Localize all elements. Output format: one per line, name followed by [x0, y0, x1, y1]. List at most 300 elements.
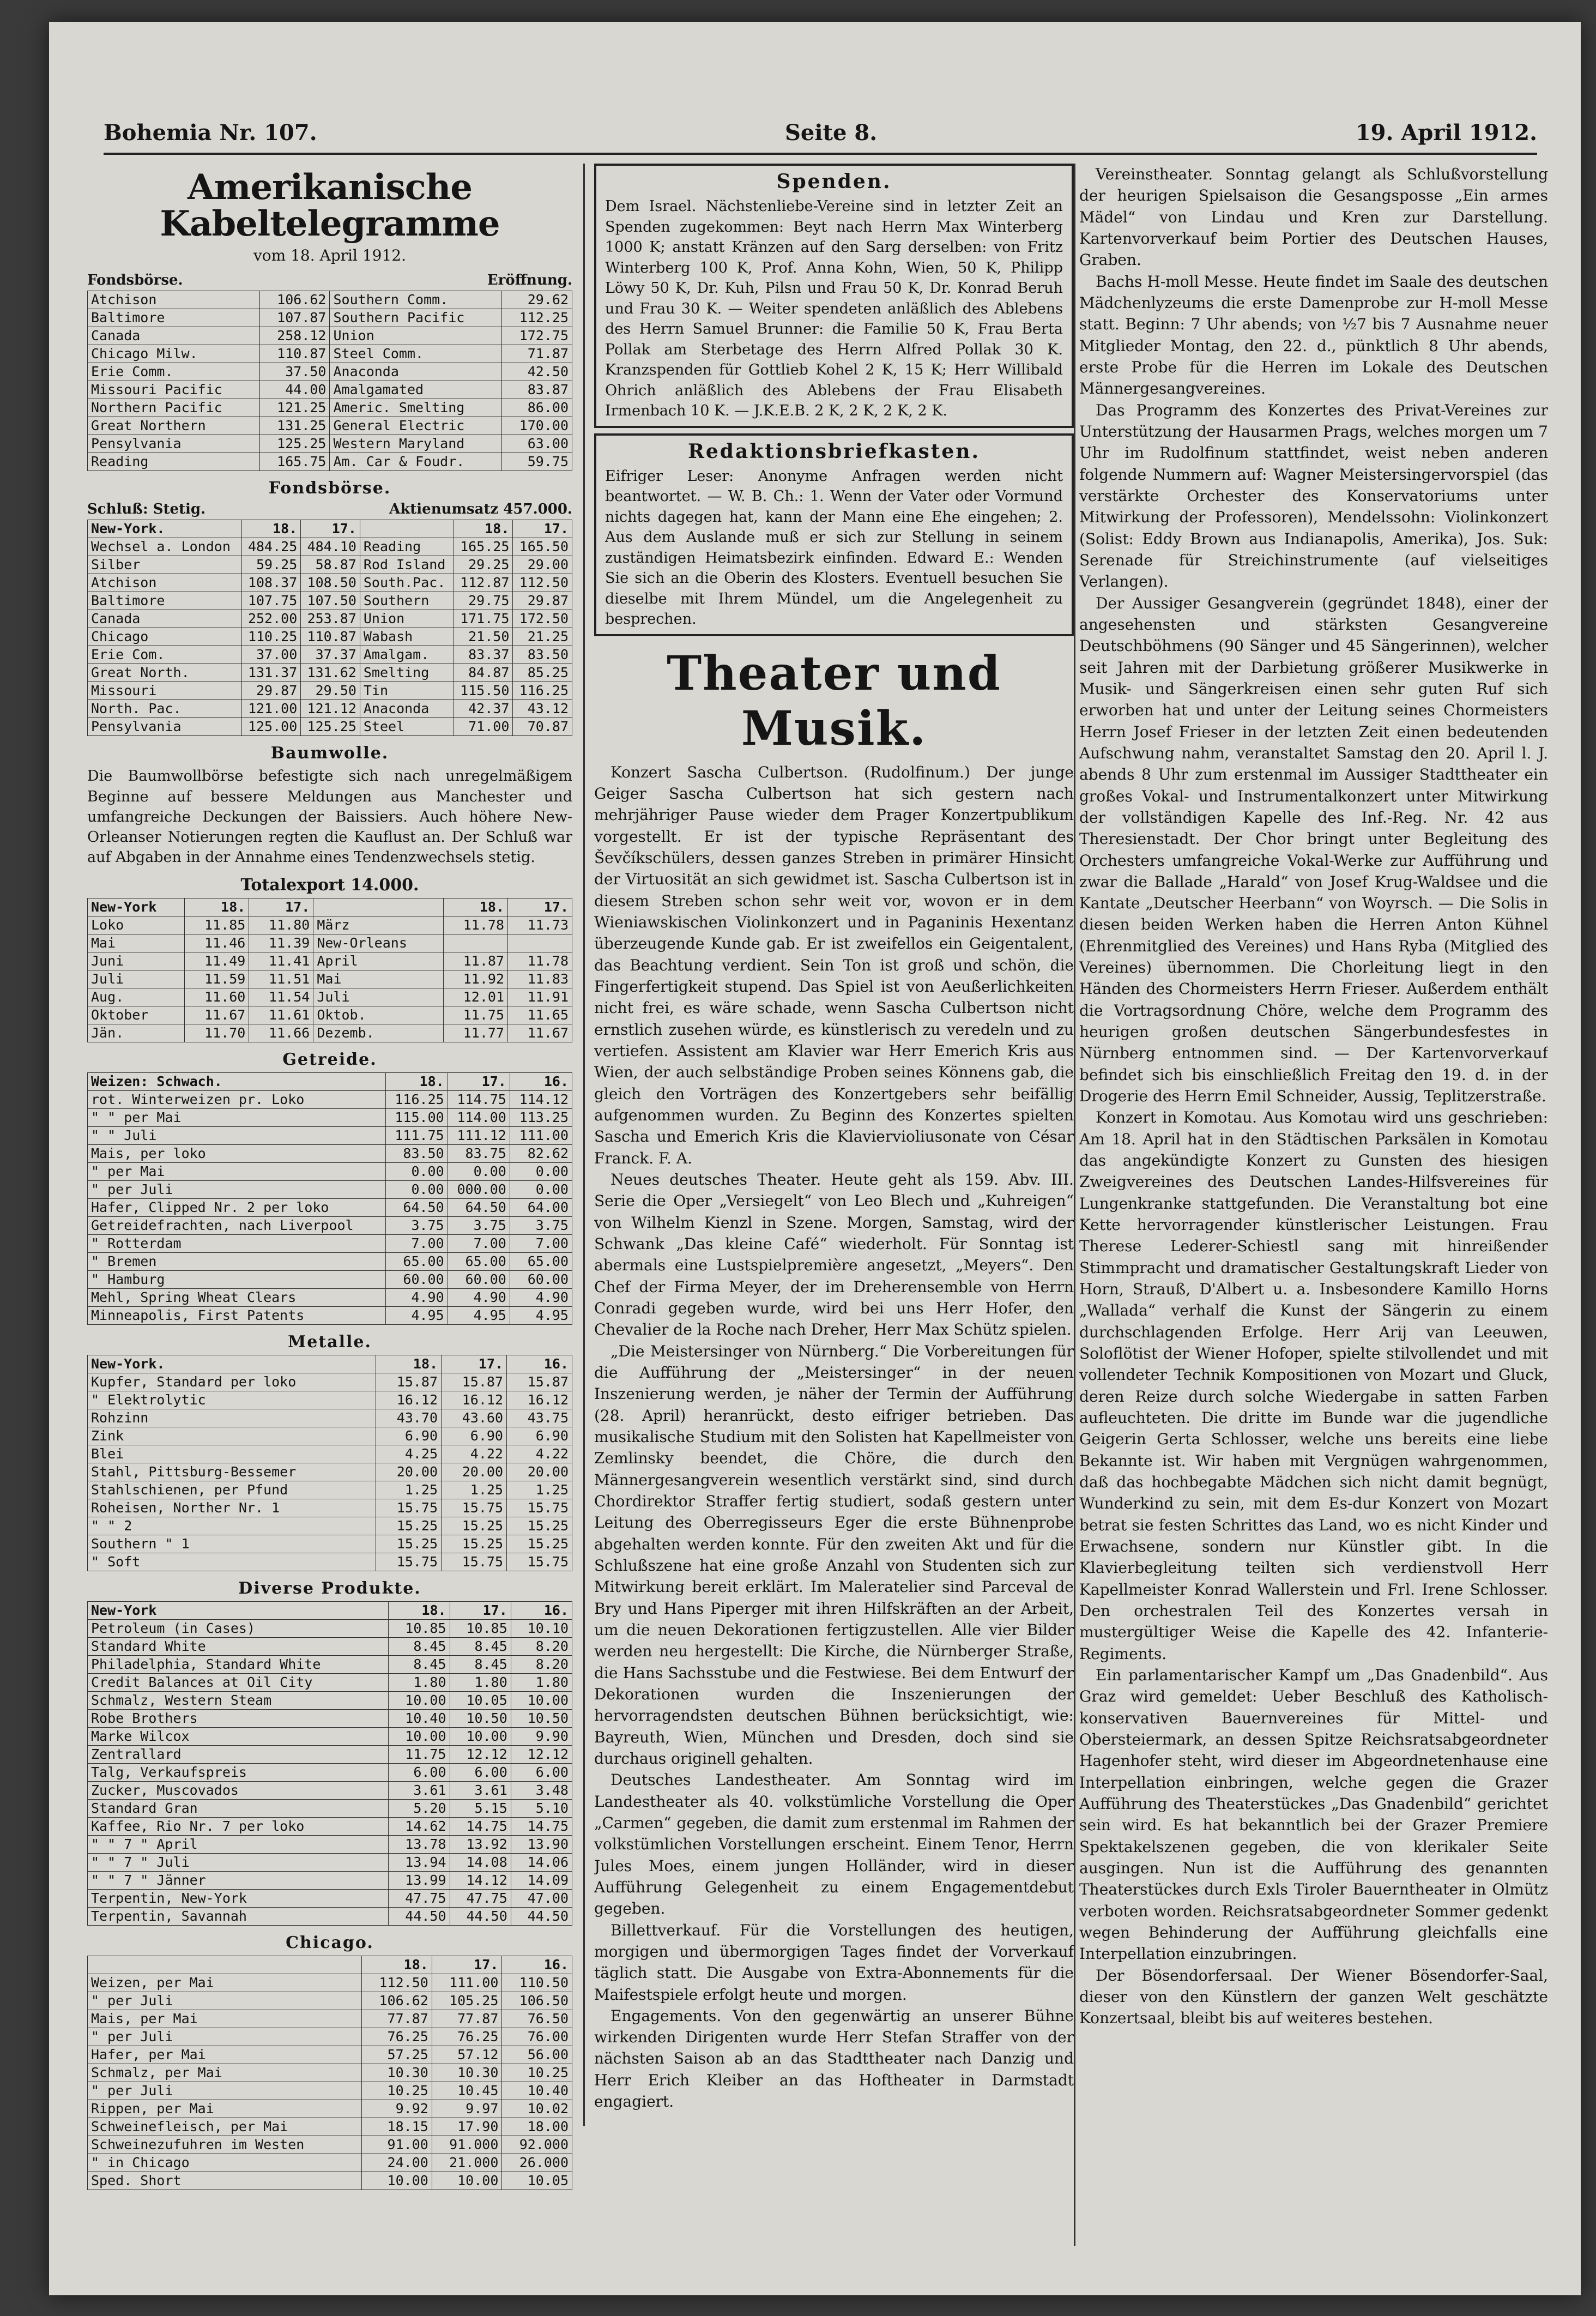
table-cell: 11.46	[185, 934, 249, 952]
table-cell: 114.75	[448, 1090, 510, 1108]
chicago-heading: Chicago.	[286, 1933, 374, 1952]
closing-table	[87, 520, 572, 736]
table-cell: 47.75	[450, 1889, 511, 1907]
table-cell: Talg, Verkaufspreis	[88, 1763, 389, 1781]
table-row	[88, 1553, 572, 1571]
table-cell: 57.25	[362, 2046, 432, 2064]
table-cell: 60.00	[510, 1270, 572, 1288]
table-cell: New-York	[88, 1601, 389, 1619]
table-cell: 10.00	[432, 2172, 502, 2190]
column-rule-1	[583, 164, 585, 2126]
table-cell: 15.25	[507, 1517, 572, 1535]
table-cell: 15.75	[507, 1499, 572, 1517]
diverse-heading: Diverse Produkte.	[238, 1578, 421, 1598]
table-cell: 11.59	[185, 970, 249, 988]
table-cell: 14.12	[450, 1871, 511, 1889]
table-cell: 15.75	[376, 1499, 442, 1517]
table-cell: " Rotterdam	[88, 1234, 386, 1252]
table-row	[88, 2118, 572, 2136]
table-row	[88, 700, 572, 718]
table-row	[88, 1835, 572, 1853]
table-row	[88, 1889, 572, 1907]
table-cell: " per Juli	[88, 1180, 386, 1198]
culture-article: Das Programm des Konzertes des Privat-Vereines zur Unterstützung der Hausarmen Prags, welches morgen um 7 Uhr im Rudolfinum stattfindet, weist neben anderen folgende Nummern auf: Wagner Meistersingervorspiel (das verstärkte Orchester des Konservatoriums unter Mitwirkung der Professoren), Mendelssohn: Violinkonzert (Solist: Eddy Brown aus Indianapolis, Amerika), Jos. Suk: Serenade für Streichinstrumente (auf vielseitiges Verlangen).	[1079, 401, 1548, 591]
table-cell: 125.25	[259, 435, 330, 453]
table-row	[88, 592, 572, 610]
table-cell: 18.00	[502, 2118, 572, 2136]
table-row	[88, 1535, 572, 1553]
page-header	[104, 114, 1537, 155]
table-cell: 59.75	[502, 453, 572, 471]
table-cell: 10.30	[362, 2064, 432, 2082]
table-cell: Amalgamated	[330, 381, 502, 399]
table-cell: 43.60	[442, 1409, 507, 1427]
table-row	[88, 988, 572, 1006]
table-row	[88, 2136, 572, 2154]
culture-article: Ein parlamentarischer Kampf um „Das Gnadenbild“. Aus Graz wird gemeldet: Ueber Beschluß des Katholisch-konservativen Bauernvereines für Mittel- und Obersteiermark, an dessen Spitze Reichsratsabgeordneter Hagenhofer steht, wird dieser im Abgeordnetenhause eine Interpellation einbringen, welche gegen die Grazer Aufführung des Theaterstückes „Das Gnadenbild“ gerichtet sein wird. Es hat bekanntlich bei der Grazer Premiere Spektakelszenen gegeben, die von klerikaler Seite ausgingen. Nun ist die Aufführung des genannten Theaterstückes durch Exls Tiroler Bauerntheater in Olmütz verboten worden. Reichsratsabgeordneter Sommer gedenkt wegen Behinderung der Aufführung gleichfalls eine Interpellation einzubringen.	[1079, 1666, 1548, 1963]
table-row	[88, 1162, 572, 1180]
table-row	[88, 934, 572, 952]
table-row	[88, 2046, 572, 2064]
table-cell: 29.62	[502, 291, 572, 309]
table-cell: 10.05	[450, 1691, 511, 1709]
table-cell: März	[313, 916, 444, 934]
table-cell: Baltimore	[88, 592, 242, 610]
table-cell: Schmalz, per Mai	[88, 2064, 362, 2082]
theater-section-title: Theater und Musik.	[667, 646, 1001, 756]
table-cell: 131.25	[259, 417, 330, 435]
table-cell: 121.12	[301, 700, 360, 718]
table-cell: 1.80	[389, 1673, 450, 1691]
table-cell: Mai	[88, 934, 185, 952]
table-cell: 10.50	[450, 1709, 511, 1727]
table-cell: " Hamburg	[88, 1270, 386, 1288]
table-cell: Reading	[360, 538, 454, 556]
table-row	[88, 1637, 572, 1655]
table-row	[88, 327, 572, 345]
table-cell: 17.	[448, 1072, 510, 1090]
table-row	[88, 1108, 572, 1126]
table-cell: 15.75	[442, 1499, 507, 1517]
table-cell: 10.25	[362, 2082, 432, 2100]
table-cell: Wabash	[360, 628, 454, 646]
table-cell: 43.75	[507, 1409, 572, 1427]
table-row	[88, 952, 572, 970]
table-row	[88, 1144, 572, 1162]
theater-articles	[594, 762, 1074, 2113]
table-cell: 17.	[508, 898, 572, 916]
table-cell: Steel	[360, 718, 454, 736]
table-cell: 10.40	[502, 2082, 572, 2100]
column-rule-2	[1074, 164, 1075, 2246]
table-row	[88, 1499, 572, 1517]
table-cell: 11.54	[249, 988, 313, 1006]
paper-issue: Bohemia Nr. 107.	[104, 120, 317, 146]
table-cell: 4.95	[448, 1306, 510, 1324]
table-cell: 11.80	[249, 916, 313, 934]
table-cell: 171.75	[454, 610, 513, 628]
table-row	[88, 1817, 572, 1835]
table-cell: 10.00	[450, 1727, 511, 1745]
table-cell: 18.	[389, 1601, 450, 1619]
grain-table	[87, 1072, 572, 1325]
table-row	[88, 1306, 572, 1324]
fonds-label: Fondsbörse.	[87, 272, 183, 289]
table-cell: Rohzinn	[88, 1409, 376, 1427]
table-row	[88, 309, 572, 327]
table-cell: New-York.	[88, 1355, 376, 1373]
table-cell: 4.95	[385, 1306, 448, 1324]
table-cell: 10.00	[511, 1691, 572, 1709]
table-cell: Zink	[88, 1427, 376, 1445]
table-cell: Terpentin, Savannah	[88, 1907, 389, 1925]
table-cell: 9.97	[432, 2100, 502, 2118]
table-row	[88, 345, 572, 363]
table-cell: Atchison	[88, 574, 242, 592]
table-cell: 85.25	[513, 664, 572, 682]
table-cell: 6.00	[450, 1763, 511, 1781]
table-cell: 71.87	[502, 345, 572, 363]
closing-volume: Aktienumsatz 457.000.	[389, 501, 572, 518]
table-row	[88, 1216, 572, 1234]
table-cell: Americ. Smelting	[330, 399, 502, 417]
table-cell: Kaffee, Rio Nr. 7 per loko	[88, 1817, 389, 1835]
table-cell: 11.70	[185, 1024, 249, 1042]
table-cell: Smelting	[360, 664, 454, 682]
table-cell: 165.25	[454, 538, 513, 556]
table-row	[88, 1974, 572, 1992]
table-cell: 18.	[376, 1355, 442, 1373]
theater-article: Billettverkauf. Für die Vorstellungen des heutigen, morgigen und übermorgigen Tages findet der Vorverkauf täglich statt. Die Ausgabe von Extra-Abonnements für die Maifestspiele erfolgt heute und morgen.	[594, 1921, 1074, 2004]
diverse-table	[87, 1601, 572, 1926]
table-cell: Getreidefrachten, nach Liverpool	[88, 1216, 386, 1234]
table-row	[88, 1781, 572, 1799]
table-cell: 77.87	[432, 2010, 502, 2028]
table-cell: 165.75	[259, 453, 330, 471]
table-cell: Standard Gran	[88, 1799, 389, 1817]
table-row	[88, 381, 572, 399]
table-cell: Petroleum (in Cases)	[88, 1619, 389, 1637]
table-cell: 60.00	[448, 1270, 510, 1288]
table-cell: 4.90	[510, 1288, 572, 1306]
table-cell: 14.06	[511, 1853, 572, 1871]
table-cell: Am. Car & Foudr.	[330, 453, 502, 471]
table-cell: Minneapolis, First Patents	[88, 1306, 386, 1324]
table-cell: 16.	[510, 1072, 572, 1090]
table-cell: Canada	[88, 327, 260, 345]
table-cell: 10.85	[389, 1619, 450, 1637]
table-cell: 83.87	[502, 381, 572, 399]
table-cell: Zucker, Muscovados	[88, 1781, 389, 1799]
table-cell: Mais, per Mai	[88, 2010, 362, 2028]
table-cell: 4.22	[507, 1445, 572, 1463]
table-cell: 15.87	[507, 1373, 572, 1391]
table-cell: 83.75	[448, 1144, 510, 1162]
table-cell: 8.45	[450, 1637, 511, 1655]
table-cell: 12.01	[444, 988, 508, 1006]
table-cell: Schweinezufuhren im Westen	[88, 2136, 362, 2154]
grain-heading: Getreide.	[282, 1050, 377, 1069]
table-cell: 113.25	[510, 1108, 572, 1126]
table-cell: 10.02	[502, 2100, 572, 2118]
table-cell: 125.25	[301, 718, 360, 736]
table-cell: 10.00	[362, 2172, 432, 2190]
table-cell: 92.000	[502, 2136, 572, 2154]
table-cell: 4.95	[510, 1306, 572, 1324]
table-cell: 91.00	[362, 2136, 432, 2154]
table-cell: 43.12	[513, 700, 572, 718]
table-cell: 8.20	[511, 1637, 572, 1655]
culture-article: Der Bösendorfersaal. Der Wiener Bösendorfer-Saal, dieser von den Künstlern der ganzen Welt geschätzte Konzertsaal, bleibt bis auf weiteres bestehen.	[1079, 1966, 1548, 2028]
table-cell: 21.000	[432, 2154, 502, 2172]
table-cell: 11.73	[508, 916, 572, 934]
closing-summary	[87, 501, 572, 517]
table-cell: " " 7 " Jänner	[88, 1871, 389, 1889]
table-cell: 29.87	[513, 592, 572, 610]
theater-article: „Die Meistersinger von Nürnberg.“ Die Vorbereitungen für die Aufführung der „Meistersinger“ in der neuen Inszenierung werden, je näher der Termin der Aufführung (28. April) heranrückt, desto eifriger betrieben. Das musikalische Studium mit den Solisten hat Kapellmeister von Zemlinsky beendet, die Chöre, die durch den Männergesangverein wesentlich verstärkt sind, sind durch Chordirektor Straffer fertig studiert, sodaß gestern unter Leitung des Oberregisseurs Eger die erste Bühnenprobe abgehalten werden konnte. Für den zweiten Akt und für die Schlußszene hat eine große Anzahl von Studenten sich zur Mitwirkung bereit erklärt. Im Maleratelier sind Parceval de Bry und Hans Piperger mit ihren Hilfskräften an der Arbeit, um die neuen Dekorationen fertigzustellen. Alle vier Bilder werden neu hergestellt: Die Kirche, die Nürnberger Straße, die Hans Sachsstube und die Festwiese. Bei dem Entwurf der Dekorationen wurden die Inszenierungen der hervorragendsten deutschen Bühnen berücksichtigt, wie: Bayreuth, Wien, München und Dresden, doch sind sie durchaus originell gehalten.	[594, 1342, 1074, 1768]
table-cell: 111.00	[432, 1974, 502, 1992]
page-number: Seite 8.	[785, 120, 878, 146]
table-cell: 116.25	[385, 1090, 448, 1108]
table-cell: 13.90	[511, 1835, 572, 1853]
table-cell: 106.62	[259, 291, 330, 309]
table-cell: 17.	[450, 1601, 511, 1619]
table-cell: 63.00	[502, 435, 572, 453]
table-cell: 116.25	[513, 682, 572, 700]
table-cell: 170.00	[502, 417, 572, 435]
table-cell: 70.87	[513, 718, 572, 736]
table-row	[88, 2154, 572, 2172]
table-row	[88, 1373, 572, 1391]
metal-table	[87, 1355, 572, 1571]
table-cell: 111.12	[448, 1126, 510, 1144]
table-cell: 15.75	[507, 1553, 572, 1571]
spenden-box	[594, 164, 1074, 428]
table-row	[88, 2082, 572, 2100]
table-cell: Zentrallard	[88, 1745, 389, 1763]
table-cell: 000.00	[448, 1180, 510, 1198]
table-cell: 29.87	[241, 682, 301, 700]
table-row	[88, 1763, 572, 1781]
table-row	[88, 1691, 572, 1709]
table-row	[88, 291, 572, 309]
newspaper-page	[49, 22, 1581, 2295]
table-header-row	[88, 1956, 572, 1974]
table-cell: 252.00	[241, 610, 301, 628]
cable-telegrams-title: Amerikanische Kabeltelegramme	[160, 167, 500, 245]
table-cell: 258.12	[259, 327, 330, 345]
table-cell: Mehl, Spring Wheat Clears	[88, 1288, 386, 1306]
table-row	[88, 453, 572, 471]
table-row	[88, 1853, 572, 1871]
table-cell: 18.	[454, 520, 513, 538]
table-cell	[444, 934, 508, 952]
table-cell: 121.00	[241, 700, 301, 718]
table-cell: 43.70	[376, 1409, 442, 1427]
table-cell	[508, 934, 572, 952]
table-cell: Stahl, Pittsburg-Bessemer	[88, 1463, 376, 1481]
table-cell: 1.25	[442, 1481, 507, 1499]
table-row	[88, 916, 572, 934]
table-cell: 37.37	[301, 646, 360, 664]
table-cell: Juni	[88, 952, 185, 970]
table-row	[88, 1252, 572, 1270]
table-cell: 111.00	[510, 1126, 572, 1144]
table-cell: Anaconda	[330, 363, 502, 381]
table-cell: 7.00	[448, 1234, 510, 1252]
table-cell: Union	[330, 327, 502, 345]
table-cell: Credit Balances at Oil City	[88, 1673, 389, 1691]
table-row	[88, 1992, 572, 2010]
table-cell: Atchison	[88, 291, 260, 309]
table-cell: 131.37	[241, 664, 301, 682]
table-cell: Erie Comm.	[88, 363, 260, 381]
table-cell: 114.00	[448, 1108, 510, 1126]
table-cell: 111.75	[385, 1126, 448, 1144]
table-cell: 8.45	[389, 1655, 450, 1673]
table-cell: Stahlschienen, per Pfund	[88, 1481, 376, 1499]
redaktion-title: Redaktionsbriefkasten.	[687, 439, 980, 463]
table-cell: Robe Brothers	[88, 1709, 389, 1727]
table-cell: 15.25	[376, 1517, 442, 1535]
table-row	[88, 1655, 572, 1673]
table-cell: 107.87	[259, 309, 330, 327]
table-cell: Northern Pacific	[88, 399, 260, 417]
table-cell: Southern	[360, 592, 454, 610]
table-cell: Canada	[88, 610, 242, 628]
table-cell: 86.00	[502, 399, 572, 417]
table-cell: Southern Comm.	[330, 291, 502, 309]
table-cell: Southern Pacific	[330, 309, 502, 327]
table-cell: 15.25	[442, 1535, 507, 1553]
table-cell: 16.12	[507, 1391, 572, 1409]
table-row	[88, 1445, 572, 1463]
table-cell: 106.50	[502, 1992, 572, 2010]
column-notices-theater	[594, 164, 1074, 2235]
table-cell: 21.50	[454, 628, 513, 646]
table-row	[88, 718, 572, 736]
table-cell	[88, 1956, 362, 1974]
cotton-note: Die Baumwollbörse befestigte sich nach unregelmäßigem Beginne auf bessere Meldungen aus Manchester und umfangreiche Deckungen der Baissiers. Auch höhere New-Orleanser Notierungen regten die Kauflust an. Der Schluß war auf Abgaben in der Annahme eines Tendenzwechsels stetig.	[87, 768, 572, 866]
table-row	[88, 556, 572, 574]
table-row	[88, 1126, 572, 1144]
table-header-row	[88, 1355, 572, 1373]
table-cell: 76.25	[362, 2028, 432, 2046]
table-cell: 8.20	[511, 1655, 572, 1673]
table-cell: 29.50	[301, 682, 360, 700]
table-row	[88, 1288, 572, 1306]
table-cell: Great North.	[88, 664, 242, 682]
table-cell: 18.	[185, 898, 249, 916]
table-cell: 4.22	[442, 1445, 507, 1463]
table-cell: 10.25	[502, 2064, 572, 2082]
table-cell: 11.92	[444, 970, 508, 988]
table-cell: 5.15	[450, 1799, 511, 1817]
table-cell: 16.	[511, 1601, 572, 1619]
table-cell: 10.00	[389, 1691, 450, 1709]
table-cell: 6.90	[442, 1427, 507, 1445]
table-cell: New-York	[88, 898, 185, 916]
table-cell: 29.00	[513, 556, 572, 574]
table-cell: 16.	[502, 1956, 572, 1974]
table-cell: 105.25	[432, 1992, 502, 2010]
table-cell: 14.75	[450, 1817, 511, 1835]
table-cell: Pensylvania	[88, 435, 260, 453]
table-cell: 20.00	[376, 1463, 442, 1481]
table-row	[88, 1180, 572, 1198]
table-cell: Weizen, per Mai	[88, 1974, 362, 1992]
table-cell: Loko	[88, 916, 185, 934]
table-cell: 110.87	[301, 628, 360, 646]
table-cell: 3.61	[450, 1781, 511, 1799]
table-row	[88, 970, 572, 988]
table-cell: Southern " 1	[88, 1535, 376, 1553]
table-row	[88, 1727, 572, 1745]
table-row	[88, 1090, 572, 1108]
table-cell: 0.00	[510, 1180, 572, 1198]
table-cell: Aug.	[88, 988, 185, 1006]
table-cell: 14.09	[511, 1871, 572, 1889]
table-cell: Silber	[88, 556, 242, 574]
table-cell: 64.50	[385, 1198, 448, 1216]
table-cell	[360, 520, 454, 538]
redaktion-box	[594, 433, 1074, 636]
table-cell: 16.12	[376, 1391, 442, 1409]
table-cell: 0.00	[385, 1162, 448, 1180]
culture-article: Der Aussiger Gesangverein (gegründet 1848), einer der angesehensten und stärksten Gesangvereine Deutschböhmens (90 Sänger und 45 Sängerinnen), welcher seit Jahren mit der Darbietung größerer Musikwerke in Musik- und Sängerkreisen einen sehr guten Ruf sich erworben hat und unter der Leitung seines Chormeisters Herrn Josef Frieser in der letzten Zeit einen bedeutenden Aufschwung nahm, veranstaltet Samstag den 20. April l. J. abends 8 Uhr zum erstenmal im Aussiger Stadttheater ein großes Vokal- und Instrumentalkonzert unter Mitwirkung der vollständigen Kapelle des Inf.-Reg. Nr. 42 aus Theresienstadt. Der Chor bringt unter Begleitung des Orchesters umfangreiche Vokal-Werke zur Aufführung und zwar die Ballade „Harald“ von Josef Krug-Waldsee und die Kantate „Deutscher Heerbann“ von Woyrsch. — Die Solis in diesen beiden Werken haben die Herren Anton Kühnel (Ehrenmitglied des Vereines) und Hans Ryba (Mitglied des Vereines) übernommen. Die Chorleitung liegt in den Händen des Chormeisters Herrn Frieser. Außerdem enthält die Vortragsordnung Chöre, welche dem Programm des heurigen großen deutschen Sängerbundesfestes in Nürnberg entnommen sind. — Der Kartenvorverkauf befindet sich bis einschließlich Freitag den 19. d. in der Drogerie des Herrn Emil Schneider, Aussig, Teplitzerstraße.	[1079, 594, 1548, 1106]
table-row	[88, 1024, 572, 1042]
table-cell: Schweinefleisch, per Mai	[88, 2118, 362, 2136]
cotton-table	[87, 898, 572, 1042]
table-cell: 1.25	[376, 1481, 442, 1499]
table-cell: Jän.	[88, 1024, 185, 1042]
table-cell: 165.50	[513, 538, 572, 556]
table-cell: 24.00	[362, 2154, 432, 2172]
table-row	[88, 664, 572, 682]
table-cell: General Electric	[330, 417, 502, 435]
table-cell: Tin	[360, 682, 454, 700]
table-cell: Roheisen, Norther Nr. 1	[88, 1499, 376, 1517]
closing-trend: Schluß: Stetig.	[87, 501, 206, 518]
table-cell: 11.65	[508, 1006, 572, 1024]
table-cell: Oktober	[88, 1006, 185, 1024]
table-cell: 110.50	[502, 1974, 572, 1992]
table-cell: 11.75	[444, 1006, 508, 1024]
table-cell: Chicago Milw.	[88, 345, 260, 363]
table-header-row	[88, 1601, 572, 1619]
table-cell: 10.40	[389, 1709, 450, 1727]
table-cell: 3.75	[510, 1216, 572, 1234]
table-cell: 11.60	[185, 988, 249, 1006]
table-cell: 3.75	[448, 1216, 510, 1234]
table-cell: Chicago	[88, 628, 242, 646]
table-cell: Kupfer, Standard per loko	[88, 1373, 376, 1391]
table-cell: 76.25	[432, 2028, 502, 2046]
table-row	[88, 363, 572, 381]
table-cell: 82.62	[510, 1144, 572, 1162]
table-cell: 15.25	[507, 1535, 572, 1553]
table-row	[88, 399, 572, 417]
table-cell: 64.00	[510, 1198, 572, 1216]
table-cell: 121.25	[259, 399, 330, 417]
table-cell: New-York.	[88, 520, 242, 538]
table-cell: 56.00	[502, 2046, 572, 2064]
table-row	[88, 1673, 572, 1691]
table-cell: Schmalz, Western Steam	[88, 1691, 389, 1709]
table-cell: 17.	[301, 520, 360, 538]
table-cell: 16.12	[442, 1391, 507, 1409]
table-cell: 17.	[249, 898, 313, 916]
